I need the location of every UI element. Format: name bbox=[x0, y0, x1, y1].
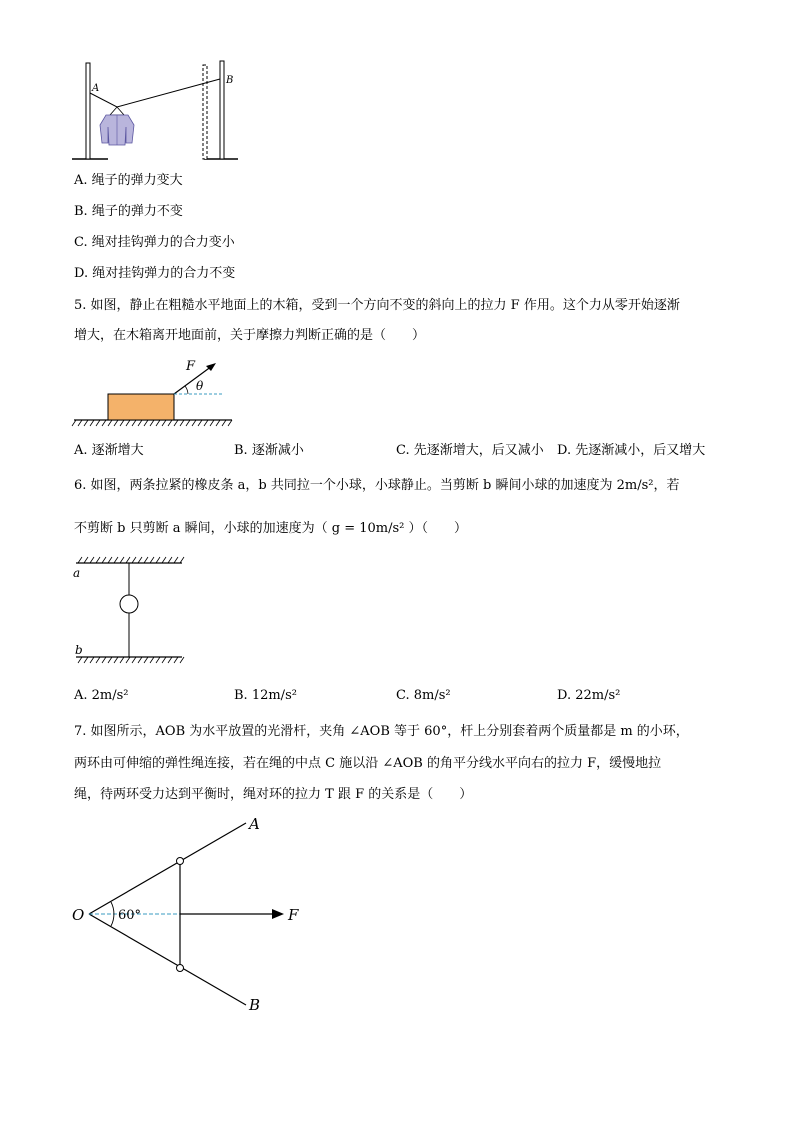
crate-figure bbox=[70, 352, 250, 432]
band-label-a: a bbox=[73, 566, 81, 580]
q4-option-c[interactable]: C. 绳对挂钩弹力的合力变小 bbox=[74, 235, 235, 250]
left-pole bbox=[86, 63, 90, 159]
force-label: F bbox=[186, 359, 196, 374]
label-a: A bbox=[249, 815, 260, 833]
q4-option-a[interactable]: A. 绳子的弹力变大 bbox=[74, 173, 183, 188]
rod-oa bbox=[89, 823, 246, 914]
label-b: B bbox=[249, 996, 261, 1014]
rubber-band-figure bbox=[70, 555, 200, 675]
q5-option-c[interactable]: C. 先逐渐增大，后又减小 bbox=[396, 443, 544, 458]
q7-stem-line2: 两环由可伸缩的弹性绳连接，若在绳的中点 C 施以沿 ∠AOB 的角平分线水平向右的拉力 F，缓慢地拉 bbox=[74, 756, 662, 771]
band-label-b: b bbox=[75, 643, 83, 657]
clothesline-figure bbox=[70, 55, 330, 225]
ceiling-hatch bbox=[78, 557, 184, 563]
pull-arrowhead bbox=[272, 909, 284, 919]
rod-ob bbox=[89, 914, 246, 1005]
ball bbox=[120, 595, 138, 613]
crate-ground-hatch bbox=[72, 420, 232, 426]
q5-option-a[interactable]: A. 逐渐增大 bbox=[74, 443, 144, 458]
hanger bbox=[110, 107, 124, 115]
q6-option-a[interactable]: A. 2m/s² bbox=[74, 688, 129, 703]
rope bbox=[90, 79, 220, 107]
clothesline-label-b: B bbox=[226, 75, 234, 86]
q6-option-b[interactable]: B. 12m/s² bbox=[234, 688, 297, 703]
crate-box bbox=[108, 394, 174, 420]
rods-figure bbox=[66, 810, 326, 1020]
ring-bottom bbox=[177, 965, 184, 972]
q6-option-d[interactable]: D. 22m/s² bbox=[557, 688, 621, 703]
clothesline-label-a: A bbox=[92, 83, 100, 94]
label-o: O bbox=[72, 906, 85, 924]
q6-stem-line1: 6. 如图，两条拉紧的橡皮条 a，b 共同拉一个小球，小球静止。当剪断 b 瞬间小球的加速度为 2m/s²，若 bbox=[74, 478, 680, 493]
ring-top bbox=[177, 858, 184, 865]
right-dashed-pole bbox=[203, 65, 207, 159]
angle-arc bbox=[185, 386, 188, 394]
q6-stem-line2: 不剪断 b 只剪断 a 瞬间，小球的加速度为（ g = 10m/s² ）（ ） bbox=[74, 521, 467, 536]
q4-option-b[interactable]: B. 绳子的弹力不变 bbox=[74, 204, 183, 219]
q7-stem-line3: 绳，待两环受力达到平衡时，绳对环的拉力 T 跟 F 的关系是（ ） bbox=[74, 787, 473, 802]
angle-label-60: 60° bbox=[118, 908, 142, 923]
q6-option-c[interactable]: C. 8m/s² bbox=[396, 688, 451, 703]
q4-option-d[interactable]: D. 绳对挂钩弹力的合力不变 bbox=[74, 266, 236, 281]
q5-option-b[interactable]: B. 逐渐减小 bbox=[234, 443, 304, 458]
q5-option-d[interactable]: D. 先逐渐减小，后又增大 bbox=[557, 443, 706, 458]
floor-hatch bbox=[78, 657, 184, 663]
q7-stem-line1: 7. 如图所示，AOB 为水平放置的光滑杆，夹角 ∠AOB 等于 60°，杆上分别套着两个质量都是 m 的小环， bbox=[74, 724, 689, 739]
q5-stem-line1: 5. 如图，静止在粗糙水平地面上的木箱，受到一个方向不变的斜向上的拉力 F 作用。这个力从零开始逐渐 bbox=[74, 298, 680, 313]
angle-label: θ bbox=[196, 379, 204, 393]
right-pole bbox=[220, 61, 224, 159]
label-f: F bbox=[288, 906, 299, 924]
q5-stem-line2: 增大，在木箱离开地面前，关于摩擦力判断正确的是（ ） bbox=[74, 328, 426, 343]
